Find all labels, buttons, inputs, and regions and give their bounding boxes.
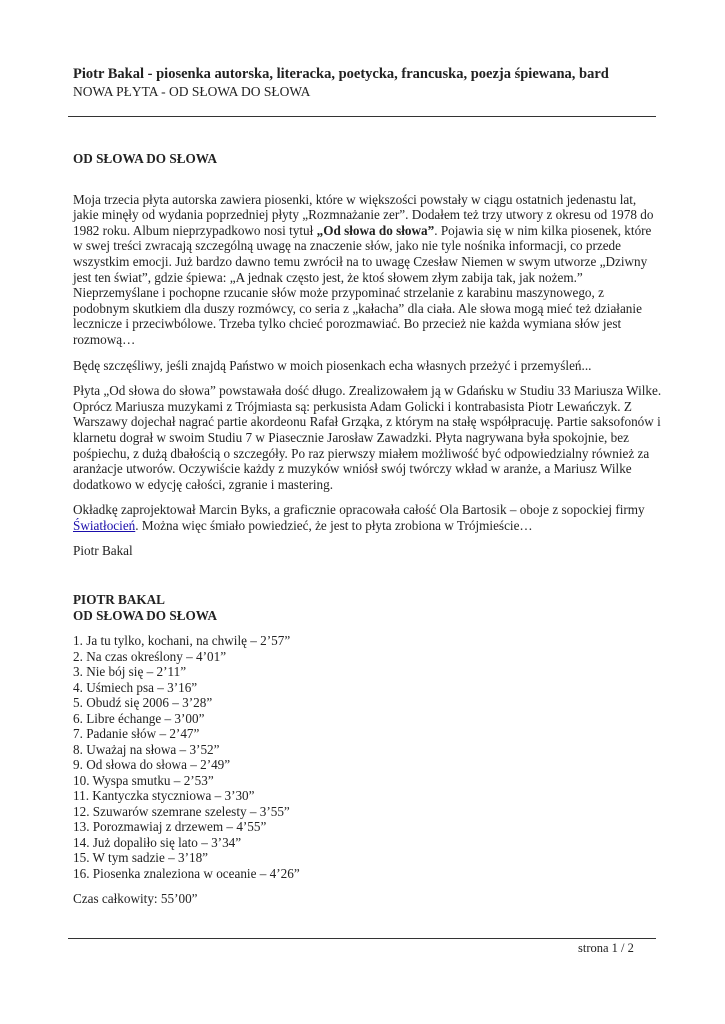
track-item: 1. Ja tu tylko, kochani, na chwilę – 2’57” <box>73 633 291 649</box>
track-item: 6. Libre échange – 3’00” <box>73 710 205 726</box>
track-item: 12. Szuwarów szemrane szelesty – 3’55” <box>73 803 290 819</box>
article-body <box>73 151 663 907</box>
paragraph-intro-text: Moja trzecia płyta autorska zawiera piosenki, które w większości powstały w ciągu ostatnich jedenastu lat, jakie minęły od wydania poprzedniej płyty „Rozmnażanie zer”. Dodałem też trzy utwory z okresu od 1978 do 1982 roku. Album nieprzypadkowo nosi tytuł <box>73 191 654 238</box>
page-number: strona 1 / 2 <box>578 941 634 955</box>
track-item: 8. Uważaj na słowa – 3’52” <box>73 741 220 757</box>
track-item: 7. Padanie słów – 2’47” <box>73 726 200 742</box>
paragraph-cover-continued: . Można więc śmiało powiedzieć, że jest to płyta zrobiona w Trójmieście… <box>135 517 533 533</box>
track-item: 2. Na czas określony – 4’01” <box>73 648 227 664</box>
article-heading: OD SŁOWA DO SŁOWA <box>73 151 217 166</box>
album-title-bold: „Od słowa do słowa” <box>316 222 435 238</box>
paragraph-cover <box>73 502 663 533</box>
paragraph-cover-text: Okładkę zaprojektował Marcin Byks, a graficznie opracowała całość Ola Bartosik – oboje z sopockiej firmy <box>73 502 645 518</box>
track-item: 13. Porozmawiaj z drzewem – 4’55” <box>73 819 267 835</box>
track-item: 5. Obudź się 2006 – 3’28” <box>73 695 213 711</box>
total-duration: Czas całkowity: 55’00” <box>73 891 198 907</box>
track-item: 10. Wyspa smutku – 2’53” <box>73 772 214 788</box>
paragraph-wish: Będę szczęśliwy, jeśli znajdą Państwo w moich piosenkach echa własnych przeżyć i przemyśleń... <box>73 357 592 373</box>
swiatlocien-link[interactable]: Światłocień <box>73 517 136 533</box>
page-header <box>73 66 663 100</box>
track-item: 3. Nie bój się – 2’11” <box>73 664 187 680</box>
track-item: 14. Już dopaliło się lato – 3’34” <box>73 834 242 850</box>
paragraph-recording: Płyta „Od słowa do słowa” powstawała dość długo. Zrealizowałem ją w Gdańsku w Studiu 33 Mariusza Wilke. Oprócz Mariusza muzykami z Trójmiasta są: perkusista Adam Golicki i kontrabasista Piotr Lewańczyk. Z Warszawy dojechał nagrać partie akordeonu Rafał Grząka, z którym na stałę współpracuję. Partie saksofonów i klarnetu dograł w swoim Studiu 7 w Piasecznie Jarosław Zawadzki. Płyta nagrywana była spokojnie, bez pośpiechu, z dużą dbałością o szczegóły. Po raz pierwszy miałem możliwość być odpowiedzialny również za aranżacje utworów. Oczywiście każdy z muzyków wniósł swój twórczy wkład w aranże, a Mariusz Wilke dodatkowo w edycję całości, zgranie i mastering. <box>73 383 662 492</box>
paragraph-intro-continued: . Pojawia się w nim kilka piosenek, które w swej treści zwracają szczególną uwagę na znaczenie słów, jako nie tyle nośnika informacji, co przede wszystkim emocji. Już bardzo dawno temu zwrócił na to uwagę Czesław Niemen w swym utworze „Dziwny jest ten świat”, gdzie śpiewa: „A jednak często jest, że ktoś słowem złym zabija tak, jak nożem.” Nieprzemyślane i pochopne rzucanie słów może przypominać strzelanie z karabinu maszynowego, z podobnym skutkiem dla duszy rozmówcy, co seria z „kałacha” dla ciała. Ale słowa mogą mieć też działanie lecznicze i przeciwbólowe. Trzeba tylko chcieć porozmawiać. Bo przecież nie każda wymiana słów jest rozmową… <box>73 222 652 347</box>
tracklist-artist: PIOTR BAKAL <box>73 592 165 608</box>
track-item: 9. Od słowa do słowa – 2’49” <box>73 757 231 773</box>
signature: Piotr Bakal <box>73 543 133 559</box>
track-item: 4. Uśmiech psa – 3’16” <box>73 679 198 695</box>
footer-divider <box>68 938 656 939</box>
tracklist-album: OD SŁOWA DO SŁOWA <box>73 607 217 623</box>
page-subtitle: NOWA PŁYTA - OD SŁOWA DO SŁOWA <box>73 84 311 99</box>
track-item: 15. W tym sadzie – 3’18” <box>73 850 209 866</box>
site-title: Piotr Bakal - piosenka autorska, literacka, poetycka, francuska, poezja śpiewana, bard <box>73 66 609 82</box>
track-item: 11. Kantyczka styczniowa – 3’30” <box>73 788 255 804</box>
track-item: 16. Piosenka znaleziona w oceanie – 4’26” <box>73 865 300 881</box>
track-list <box>73 633 663 881</box>
header-divider <box>68 116 656 117</box>
paragraph-intro <box>73 192 663 348</box>
